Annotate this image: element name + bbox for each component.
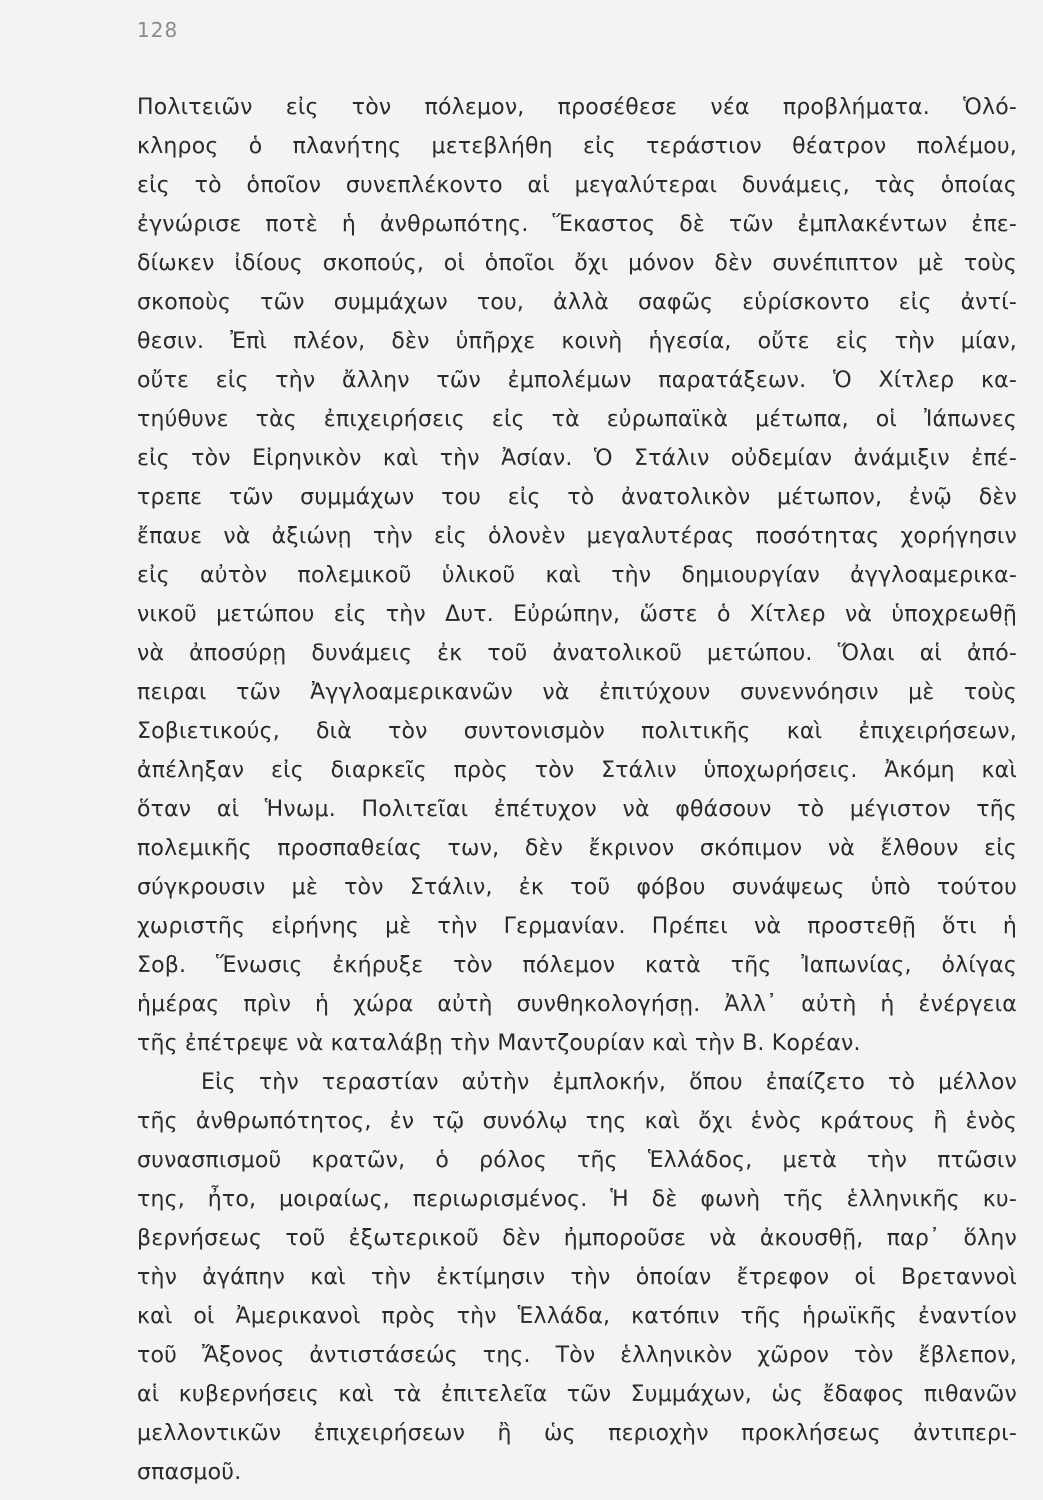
text-line: τρεπε τῶν συμμάχων του εἰς τὸ ἀνατολικὸν μέτωπον, ἐνῷ δὲν xyxy=(137,485,1017,510)
text-line: ἐγνώρισε ποτὲ ἡ ἀνθρωπότης. Ἕκαστος δὲ τῶν ἐμπλακέντων ἐπε- xyxy=(137,212,1017,237)
text-line: πολεμικῆς προσπαθείας των, δὲν ἔκρινον σκόπιμον νὰ ἔλθουν εἰς xyxy=(137,836,1017,861)
text-line: τηύθυνε τὰς ἐπιχειρήσεις εἰς τὰ εὐρωπαϊκὰ μέτωπα, οἱ Ἰάπωνες xyxy=(137,407,1017,432)
page-number: 128 xyxy=(137,18,179,42)
text-line: σκοποὺς τῶν συμμάχων του, ἀλλὰ σαφῶς εὑρίσκοντο εἰς ἀντί- xyxy=(137,290,1017,315)
text-line: κληρος ὁ πλανήτης μετεβλήθη εἰς τεράστιον θέατρον πολέμου, xyxy=(137,134,1017,159)
text-line: νικοῦ μετώπου εἰς τὴν Δυτ. Εὐρώπην, ὥστε ὁ Χίτλερ νὰ ὑποχρεωθῇ xyxy=(137,602,1017,627)
text-line: Εἰς τὴν τεραστίαν αὐτὴν ἐμπλοκήν, ὅπου ἐπαίζετο τὸ μέλλον xyxy=(201,1070,1017,1095)
text-line: μελλοντικῶν ἐπιχειρήσεων ἢ ὡς περιοχὴν προκλήσεως ἀντιπερι- xyxy=(137,1421,1017,1446)
text-line: οὔτε εἰς τὴν ἄλλην τῶν ἐμπολέμων παρατάξεων. Ὁ Χίτλερ κα- xyxy=(137,368,1017,393)
text-line: καὶ οἱ Ἀμερικανοὶ πρὸς τὴν Ἑλλάδα, κατόπιν τῆς ἡρωϊκῆς ἐναντίον xyxy=(137,1304,1017,1329)
paragraph xyxy=(137,88,1017,1063)
text-line: ἡμέρας πρὶν ἡ χώρα αὐτὴ συνθηκολογήσῃ. Ἀλλ᾽ αὐτὴ ἡ ἐνέργεια xyxy=(137,992,1017,1017)
text-line: βερνήσεως τοῦ ἐξωτερικοῦ δὲν ἠμποροῦσε νὰ ἀκουσθῇ, παρ᾽ ὅλην xyxy=(137,1226,1017,1251)
text-line: εἰς τὸν Εἰρηνικὸν καὶ τὴν Ἀσίαν. Ὁ Στάλιν οὐδεμίαν ἀνάμιξιν ἐπέ- xyxy=(137,446,1017,471)
text-line: αἱ κυβερνήσεις καὶ τὰ ἐπιτελεῖα τῶν Συμμάχων, ὡς ἔδαφος πιθανῶν xyxy=(137,1382,1017,1407)
text-line: Πολιτειῶν εἰς τὸν πόλεμον, προσέθεσε νέα προβλήματα. Ὁλό- xyxy=(137,95,1017,120)
text-line: Σοβιετικούς, διὰ τὸν συντονισμὸν πολιτικῆς καὶ ἐπιχειρήσεων, xyxy=(137,719,1017,744)
text-line: νὰ ἀποσύρῃ δυνάμεις ἐκ τοῦ ἀνατολικοῦ μετώπου. Ὅλαι αἱ ἀπό- xyxy=(137,641,1017,666)
text-line: της, ἦτο, μοιραίως, περιωρισμένος. Ἡ δὲ φωνὴ τῆς ἑλληνικῆς κυ- xyxy=(137,1187,1017,1212)
body-text xyxy=(137,88,1017,1492)
text-line: εἰς τὸ ὁποῖον συνεπλέκοντο αἱ μεγαλύτεραι δυνάμεις, τὰς ὁποίας xyxy=(137,173,1017,198)
text-line: δίωκεν ἰδίους σκοπούς, οἱ ὁποῖοι ὄχι μόνον δὲν συνέπιπτον μὲ τοὺς xyxy=(137,251,1017,276)
text-line: τῆς ἐπέτρεψε νὰ καταλάβῃ τὴν Μαντζουρίαν καὶ τὴν Β. Κορέαν. xyxy=(137,1031,861,1056)
text-line: ἀπέληξαν εἰς διαρκεῖς πρὸς τὸν Στάλιν ὑποχωρήσεις. Ἀκόμη καὶ xyxy=(137,758,1017,783)
text-line: σπασμοῦ. xyxy=(137,1460,242,1485)
paragraph xyxy=(137,1063,1017,1492)
text-line: εἰς αὐτὸν πολεμικοῦ ὑλικοῦ καὶ τὴν δημιουργίαν ἀγγλοαμερικα- xyxy=(137,563,1017,588)
text-line: ὅταν αἱ Ἡνωμ. Πολιτεῖαι ἐπέτυχον νὰ φθάσουν τὸ μέγιστον τῆς xyxy=(137,797,1017,822)
text-line: Σοβ. Ἕνωσις ἐκήρυξε τὸν πόλεμον κατὰ τῆς Ἰαπωνίας, ὀλίγας xyxy=(137,953,1017,978)
text-line: τῆς ἀνθρωπότητος, ἐν τῷ συνόλῳ της καὶ ὄχι ἑνὸς κράτους ἢ ἑνὸς xyxy=(137,1109,1017,1134)
text-line: συνασπισμοῦ κρατῶν, ὁ ρόλος τῆς Ἑλλάδος, μετὰ τὴν πτῶσιν xyxy=(137,1148,1017,1173)
text-line: τοῦ Ἄξονος ἀντιστάσεώς της. Τὸν ἑλληνικὸν χῶρον τὸν ἔβλεπον, xyxy=(137,1343,1017,1368)
text-line: χωριστῆς εἰρήνης μὲ τὴν Γερμανίαν. Πρέπει νὰ προστεθῇ ὅτι ἡ xyxy=(137,914,1017,939)
text-line: ἔπαυε νὰ ἀξιώνῃ τὴν εἰς ὁλονὲν μεγαλυτέρας ποσότητας χορήγησιν xyxy=(137,524,1017,549)
text-line: τὴν ἀγάπην καὶ τὴν ἐκτίμησιν τὴν ὁποίαν ἔτρεφον οἱ Βρεταννοὶ xyxy=(137,1265,1017,1290)
text-line: θεσιν. Ἐπὶ πλέον, δὲν ὑπῆρχε κοινὴ ἡγεσία, οὔτε εἰς τὴν μίαν, xyxy=(137,329,1017,354)
text-line: πειραι τῶν Ἀγγλοαμερικανῶν νὰ ἐπιτύχουν συνεννόησιν μὲ τοὺς xyxy=(137,680,1017,705)
text-line: σύγκρουσιν μὲ τὸν Στάλιν, ἐκ τοῦ φόβου συνάψεως ὑπὸ τούτου xyxy=(137,875,1017,900)
